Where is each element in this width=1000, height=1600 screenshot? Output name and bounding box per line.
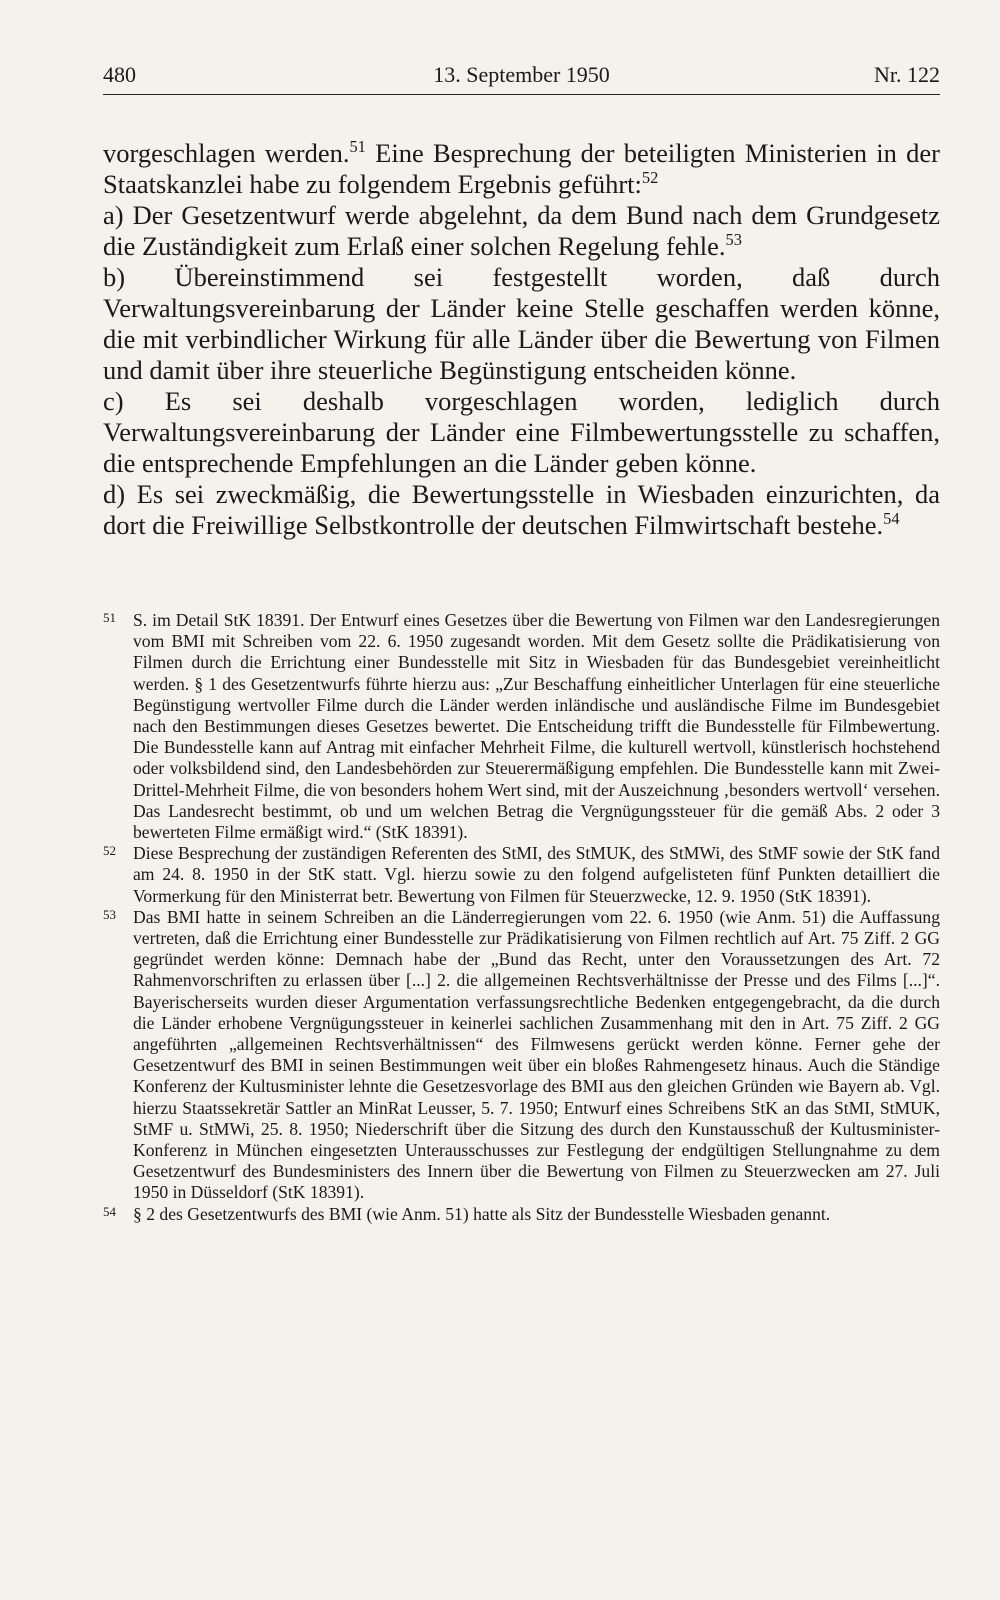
paragraph-c: c) Es sei deshalb vorgeschlagen worden, lediglich durch Verwaltungsvereinbarung der Länder eine Filmbewertungsstelle zu schaffen, die entsprechende Empfehlungen an die Länder geben könne. [103,386,940,478]
paragraph-d [103,479,940,541]
footnote [103,610,940,843]
paragraph-a [103,200,940,262]
footnote-text: Das BMI hatte in seinem Schreiben an die Länderregierungen vom 22. 6. 1950 (wie Anm. 51) die Auffassung vertreten, daß die Errichtung einer Bundesstelle zur Prädikatisierung von Filmen rechtlich auf Art. 75 Ziff. 2 GG gegründet werden könne: Demnach habe der „Bund das Recht, unter den Voraussetzungen des Art. 72 Rahmenvorschriften zu erlassen über [...] 2. die allgemeinen Rechtsverhältnisse der Presse und des Films [...]“. Bayerischerseits wurden dieser Argumentation verfassungsrechtliche Bedenken entgegengebracht, da die durch die Länder erhobene Vergnügungssteuer in keinerlei sachlichen Zusammenhang mit den in Art. 75 Ziff. 2 GG angeführten „allgemeinen Rechtsverhältnissen“ des Filmwesens gerückt werden könne. Ferner gehe der Gesetzentwurf des BMI in seinen Bestimmungen weit über ein bloßes Rahmengesetz hinaus. Auch die Ständige Konferenz der Kultusminister lehnte die Gesetzesvorlage des BMI aus den gleichen Gründen wie Bayern ab. Vgl. hierzu Staatssekretär Sattler an MinRat Leusser, 5. 7. 1950; Entwurf eines Schreibens StK an das StMI, StMUK, StMF u. StMWi, 25. 8. 1950; Niederschrift über die Sitzung des durch den Kunstausschuß der Kultusminister-Konferenz in München eingesetzten Unterausschusses zur Festlegung der endgültigen Stellungnahme zu dem Gesetzentwurf des Bundesministers des Innern über die Bewertung von Filmen zu Steuerzwecken am 27. Juli 1950 in Düsseldorf (StK 18391). [133,906,940,1203]
footnote-ref-52[interactable]: 52 [641,168,659,188]
footnotes [103,610,940,1225]
paragraph-intro-rest: Eine Besprechung der beteiligten Ministerien in der Staatskanzlei habe zu folgendem Ergebnis geführt: [103,138,940,199]
document-number: Nr. 122 [874,62,940,87]
footnote-ref-53[interactable]: 53 [725,230,742,250]
footnote-number: 54 [103,1203,116,1219]
footnote-text: S. im Detail StK 18391. Der Entwurf eines Gesetzes über die Bewertung von Filmen war den Landesregierungen vom BMI mit Schreiben vom 22. 6. 1950 zugesandt worden. Mit dem Gesetz sollte die Prädikatisierung von Filmen durch die Errichtung einer Bundesstelle mit Sitz in Wiesbaden für das Bundesgebiet vereinheitlicht werden. § 1 des Gesetzentwurfs führte hierzu aus: „Zur Beschaffung einheitlicher Unterlagen für eine steuerliche Begünstigung wertvoller Filme durch die Länder werden inländische und ausländische Filme im Bundesgebiet nach den Bestimmungen dieses Gesetzes bewertet. Die Entscheidung trifft die Bundesstelle für Filmbewertung. Die Bundesstelle kann auf Antrag mit einfacher Mehrheit Filme, die kulturell wertvoll, künstlerisch hochstehend oder volksbildend sind, den Landesbehörden zur Steuerermäßigung empfehlen. Die Bundesstelle kann mit Zwei-Drittel-Mehrheit Filme, die von besonders hohem Wert sind, mit der Auszeichnung ‚besonders wertvoll‘ versehen. Das Landesrecht bestimmt, ob und um welchen Betrag die Vergnügungssteuer für die gemäß Abs. 2 oder 3 bewerteten Filme ermäßigt wird.“ (StK 18391). [133,610,940,843]
footnote [103,907,940,1204]
paragraph-b: b) Übereinstimmend sei festgestellt worden, daß durch Verwaltungsvereinbarung der Länder keine Stelle geschaffen werden könne, die mit verbindlicher Wirkung für alle Länder über die Bewertung von Filmen und damit über ihre steuerliche Begünstigung entscheiden könne. [103,262,940,385]
page-number: 480 [103,62,136,87]
footnote [103,1204,940,1225]
footnote-number: 51 [103,610,116,625]
paragraph-d-text: d) Es sei zweckmäßig, die Bewertungsstelle in Wiesbaden einzurichten, da dort die Freiwillige Selbstkontrolle der deutschen Filmwirtschaft bestehe. [103,479,940,540]
main-text [103,138,940,541]
paragraph-intro-text: vorgeschlagen werden. [103,138,350,168]
footnote-number: 53 [103,906,116,922]
running-header [103,58,940,95]
footnote-text: Diese Besprechung der zuständigen Referenten des StMI, des StMUK, des StMWi, des StMF sowie der StK fand am 24. 8. 1950 in der StK statt. Vgl. hierzu sowie zu den folgend aufgelisteten fünf Punkten detailliert die Vormerkung für den Ministerrat betr. Bewertung von Filmen für Steuerzwecke, 12. 9. 1950 (StK 18391). [133,843,940,906]
header-date: 13. September 1950 [433,62,610,87]
paragraph-a-text: a) Der Gesetzentwurf werde abgelehnt, da dem Bund nach dem Grundgesetz die Zuständigkeit zum Erlaß einer solchen Regelung fehle. [103,200,940,261]
footnote-number: 52 [103,843,116,859]
paragraph-intro [103,138,940,200]
footnote-text: § 2 des Gesetzentwurfs des BMI (wie Anm. 51) hatte als Sitz der Bundesstelle Wiesbaden genannt. [133,1203,831,1224]
footnote-ref-54[interactable]: 54 [883,509,900,529]
footnote [103,843,940,907]
footnote-ref-51[interactable]: 51 [349,137,366,157]
